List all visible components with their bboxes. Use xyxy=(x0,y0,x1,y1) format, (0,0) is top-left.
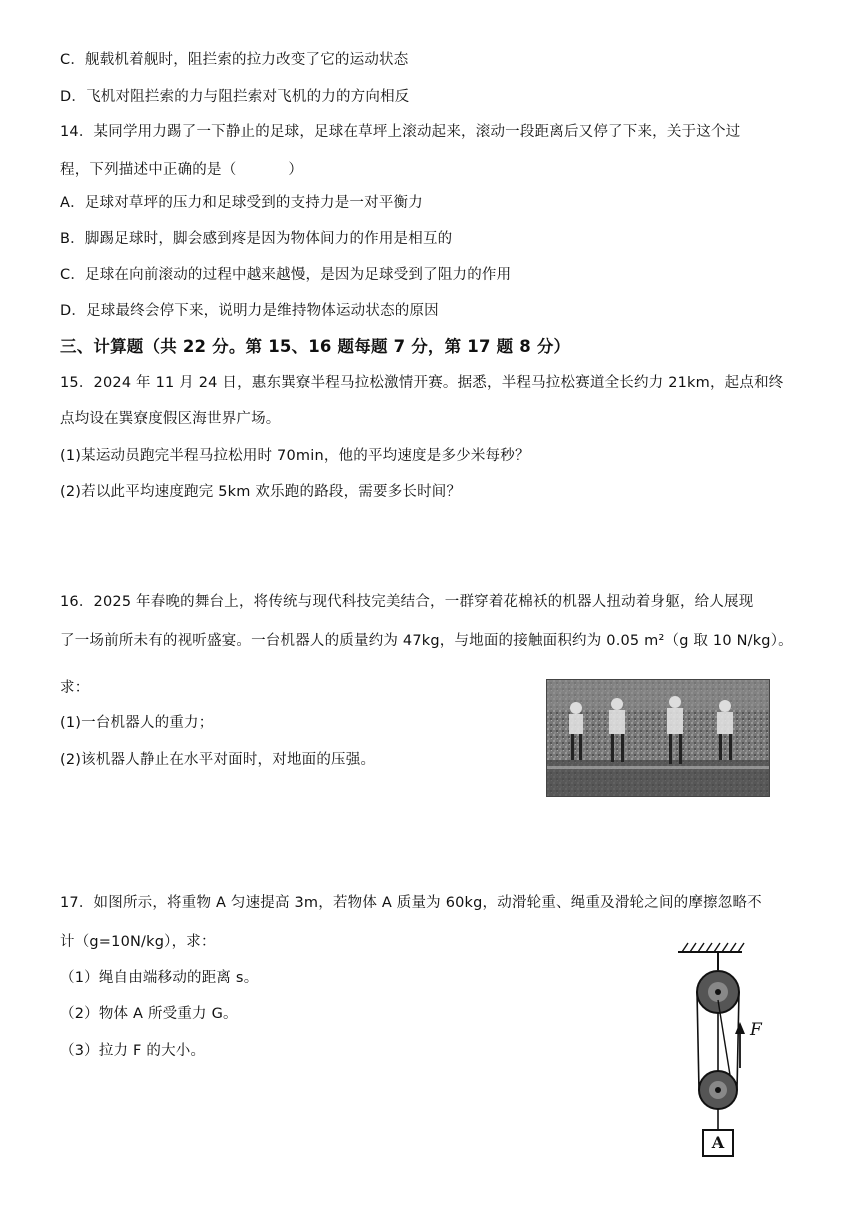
q15-stem-line2: 点均设在巽寮度假区海世界广场。 xyxy=(60,411,281,427)
q15-stem-line1: 15．2024 年 11 月 24 日，惠东巽寮半程马拉松激情开赛。据悉，半程马拉松赛道全长约力 21km，起点和终 xyxy=(60,375,784,391)
q13-option-c: C．舰载机着舰时，阻拦索的拉力改变了它的运动状态 xyxy=(60,52,409,68)
robot-dance-photo xyxy=(546,679,770,797)
q17-sub1: （1）绳自由端移动的距离 s。 xyxy=(60,970,259,986)
force-label-f: F xyxy=(750,1020,762,1040)
q17-stem-line2: 计（g=10N/kg），求： xyxy=(60,934,216,950)
q16-sub1: (1)一台机器人的重力； xyxy=(60,715,214,731)
q14-stem-close: ） xyxy=(288,162,304,178)
q16-ask: 求： xyxy=(60,680,90,696)
q14-option-b: B．脚踢足球时，脚会感到疼是因为物体间力的作用是相互的 xyxy=(60,231,453,247)
section-3-heading: 三、计算题（共 22 分。第 15、16 题每题 7 分，第 17 题 8 分） xyxy=(60,337,571,356)
q13-option-d: D．飞机对阻拦索的力与阻拦索对飞机的力的方向相反 xyxy=(60,89,410,105)
q16-stem-line1: 16．2025 年春晚的舞台上，将传统与现代科技完美结合，一群穿着花棉袄的机器人扭动着身躯，给人展现 xyxy=(60,594,754,610)
q15-sub2: (2)若以此平均速度跑完 5km 欢乐跑的路段，需要多长时间？ xyxy=(60,484,462,500)
q17-stem-line1: 17．如图所示，将重物 A 匀速提高 3m，若物体 A 质量为 60kg，动滑轮重、绳重及滑轮之间的摩擦忽略不 xyxy=(60,895,762,911)
q14-option-d: D．足球最终会停下来，说明力是维持物体运动状态的原因 xyxy=(60,303,439,319)
q17-sub3: （3）拉力 F 的大小。 xyxy=(60,1043,206,1059)
q15-sub1: (1)某运动员跑完半程马拉松用时 70min，他的平均速度是多少米每秒？ xyxy=(60,448,530,464)
q14-stem-text: 程，下列描述中正确的是（ xyxy=(60,162,237,178)
q14-stem-line1: 14．某同学用力踢了一下静止的足球，足球在草坪上滚动起来，滚动一段距离后又停了下来，关于这个过 xyxy=(60,124,741,140)
q14-option-a: A．足球对草坪的压力和足球受到的支持力是一对平衡力 xyxy=(60,195,423,211)
q16-sub2: (2)该机器人静止在水平对面时，对地面的压强。 xyxy=(60,752,376,768)
block-label-a: A xyxy=(711,1133,725,1152)
q16-stem-line2: 了一场前所未有的视听盛宴。一台机器人的质量约为 47kg，与地面的接触面积约为 0.05 m²（g 取 10 N/kg）。 xyxy=(60,633,793,649)
q14-option-c: C．足球在向前滚动的过程中越来越慢，是因为足球受到了阻力的作用 xyxy=(60,267,512,283)
pulley-diagram xyxy=(670,940,780,1160)
q17-sub2: （2）物体 A 所受重力 G。 xyxy=(60,1006,238,1022)
q14-stem-line2 xyxy=(60,160,303,180)
